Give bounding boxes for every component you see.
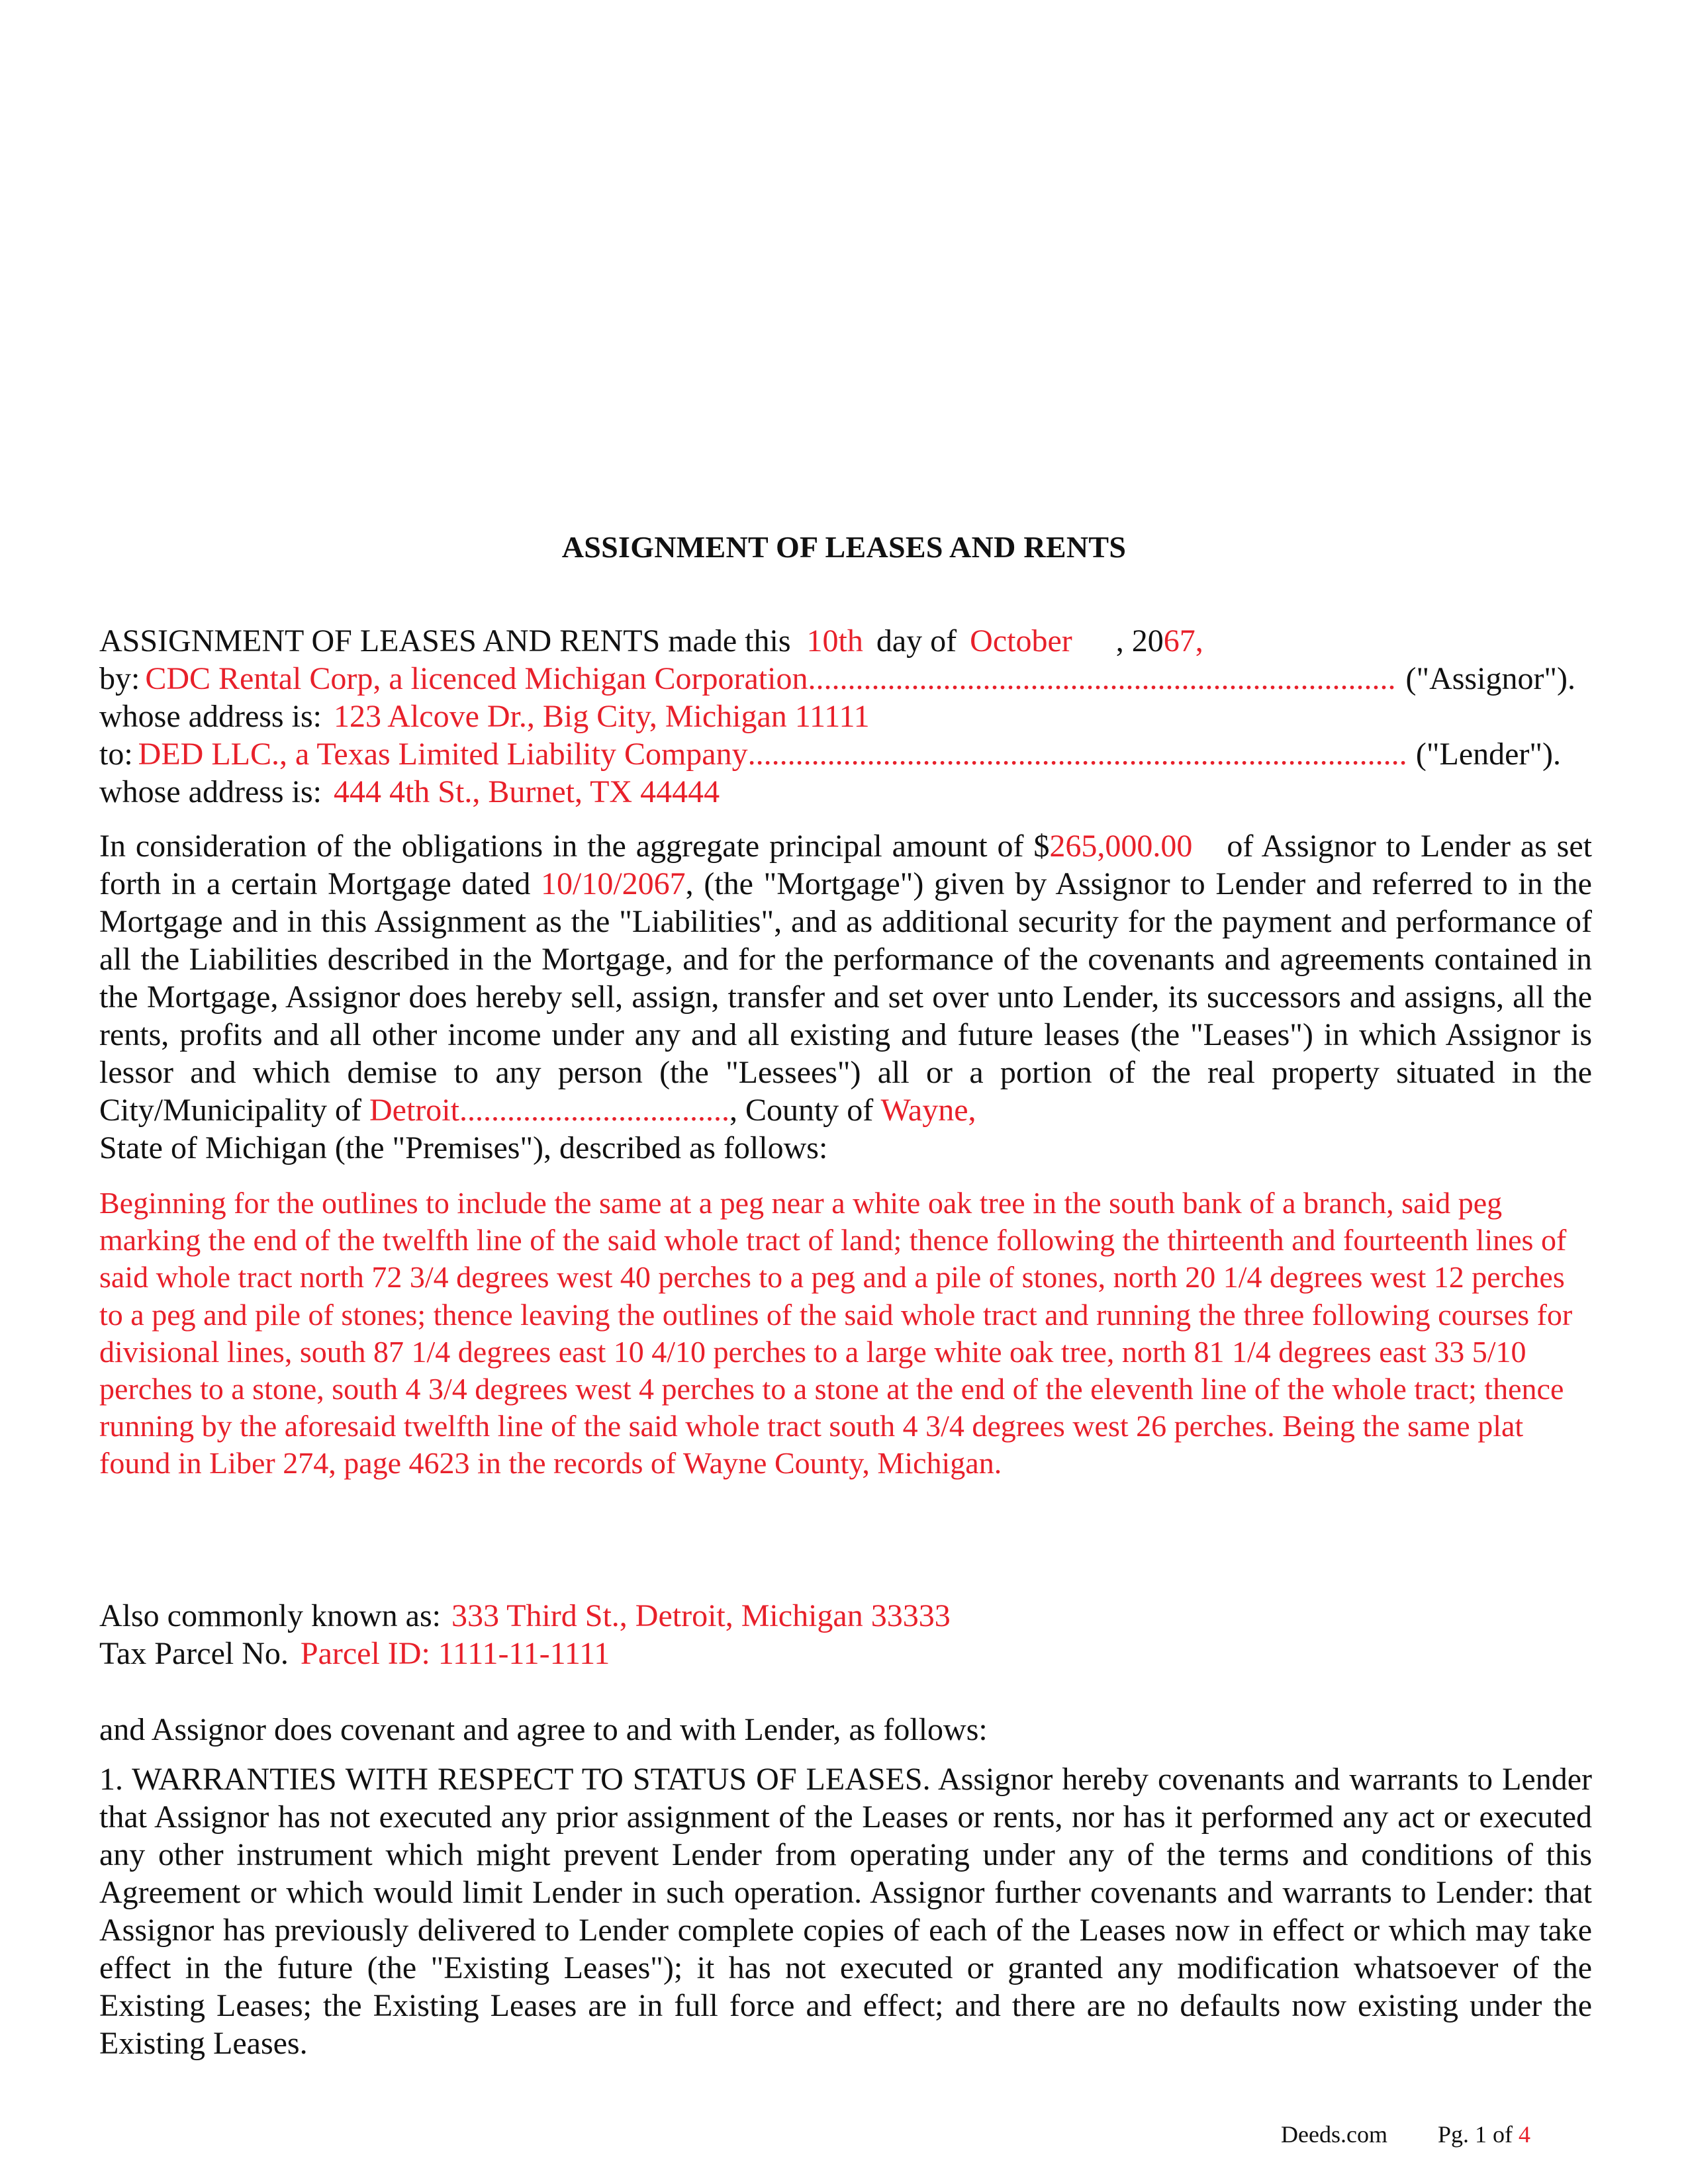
currency-symbol: $ xyxy=(1033,829,1050,864)
lender-address-line xyxy=(99,773,1589,811)
month-field[interactable]: October xyxy=(970,623,1072,659)
covenant-intro: and Assignor does covenant and agree to and with Lender, as follows: xyxy=(99,1712,988,1747)
footer-brand: Deeds.com xyxy=(1281,2121,1387,2148)
section-1-body: Assignor hereby covenants and warrants to Lender that Assignor has not executed any prior assignment of the Leases or rents, nor has it performed any act or executed any other instrument which might prevent Lender from operating under any of the terms and conditions of this Agreement or which would limit Lender in such operation. Assignor further covenants and warrants to Lender: that Assignor has previously delivered to Lender complete copies of each of the Leases now in effect or which may take effect in the future (the "Existing Leases"); it has not executed or granted any modification whatsoever of the Existing Leases; the Existing Leases are in full force and effect; and there are no defaults now existing under the Existing Leases. xyxy=(99,1762,1592,2061)
page-title: ASSIGNMENT OF LEASES AND RENTS xyxy=(561,530,1127,564)
tax-parcel-field[interactable]: Parcel ID: 1111-11-1111 xyxy=(300,1636,610,1671)
footer-page-total: 4 xyxy=(1519,2121,1531,2148)
tax-parcel-line xyxy=(99,1635,1589,1672)
county-label: , County of xyxy=(729,1093,874,1128)
assignor-dot-leader xyxy=(808,660,1395,698)
lender-label: to: xyxy=(99,737,133,772)
mortgage-date-field[interactable]: 10/10/2067 xyxy=(541,866,686,901)
known-as-field[interactable]: 333 Third St., Detroit, Michigan 33333 xyxy=(451,1598,951,1633)
year-field[interactable]: 67, xyxy=(1163,623,1203,659)
intro-line xyxy=(99,622,1589,660)
section-1-heading: 1. WARRANTIES WITH RESPECT TO STATUS OF LEASES. xyxy=(99,1762,931,1797)
footer-page-number xyxy=(1438,2121,1530,2148)
legal-description-field[interactable]: Beginning for the outlines to include the same at a peg near a white oak tree in the south bank of a branch, said peg marking the end of the twelfth line of the said whole tract of land; thence following the thirteenth and fourteenth lines of said whole tract north 72 3/4 degrees west 40 perches to a peg and a pile of stones, north 20 1/4 degrees west 12 perches to a peg and pile of stones; thence leaving the outlines of the said whole tract and running the three following courses for divisional lines, south 87 1/4 degrees east 10 4/10 perches to a large white oak tree, north 81 1/4 degrees east 33 5/10 perches to a stone, south 4 3/4 degrees west 4 perches to a stone at the end of the eleventh line of the whole tract; thence running by the aforesaid twelfth line of the said whole tract south 4 3/4 degrees west 26 perches. Being the same plat found in Liber 274, page 4623 in the records of Wayne County, Michigan. xyxy=(99,1186,1573,1480)
tax-parcel-label: Tax Parcel No. xyxy=(99,1636,289,1671)
lender-dot-leader xyxy=(748,735,1405,773)
assignor-address-line xyxy=(99,698,1589,735)
city-field[interactable]: Detroit xyxy=(369,1093,459,1128)
lender-role: ("Lender"). xyxy=(1415,737,1561,772)
year-prefix: , 20 xyxy=(1115,623,1164,659)
lender-address-label: whose address is: xyxy=(99,774,322,809)
consideration-text-3: , (the "Mortgage") given by Assignor to Lender and referred to in the Mortgage and in this Assignment as the "Liabilities", and as additional security for the payment and performance of all the Liabilities described in the Mortgage, and for the performance of the covenants and agreements contained in the Mortgage, Assignor does hereby sell, assign, transfer and set over unto Lender, its successors and assigns, all the rents, profits and all other income under any and all existing and future leases (the "Leases") in which Assignor is lessor and which demise to any person (the "Lessees") all or a portion of the real property situated in the City/Municipality of xyxy=(99,866,1592,1128)
county-field[interactable]: Wayne, xyxy=(880,1093,976,1128)
amount-field[interactable]: 265,000.00 xyxy=(1049,829,1193,864)
lender-address-field[interactable]: 444 4th St., Burnet, TX 44444 xyxy=(333,774,720,809)
assignor-address-field[interactable]: 123 Alcove Dr., Big City, Michigan 11111 xyxy=(333,699,870,734)
city-dot-leader: .................................. xyxy=(459,1093,729,1128)
consideration-text-1: In consideration of the obligations in the aggregate principal amount of xyxy=(99,829,1024,864)
section-1 xyxy=(99,1760,1592,2062)
day-of-label: day of xyxy=(876,623,957,659)
consideration-text-2: of Assignor to Lender as set forth in a certain Mortgage dated xyxy=(99,829,1593,901)
assignor-line xyxy=(99,660,1575,698)
assignor-label: by: xyxy=(99,661,140,696)
consideration-paragraph xyxy=(99,827,1592,1167)
day-field[interactable]: 10th xyxy=(806,623,863,659)
intro-lead: ASSIGNMENT OF LEASES AND RENTS made this xyxy=(99,623,791,659)
assignor-name-field[interactable]: CDC Rental Corp, a licenced Michigan Corporation xyxy=(145,661,808,696)
assignor-address-label: whose address is: xyxy=(99,699,322,734)
lender-line xyxy=(99,735,1561,773)
known-as-line xyxy=(99,1597,1589,1635)
assignor-role: ("Assignor"). xyxy=(1405,661,1575,696)
consideration-text-4: State of Michigan (the "Premises"), described as follows: xyxy=(99,1130,828,1165)
lender-name-field[interactable]: DED LLC., a Texas Limited Liability Company xyxy=(138,737,748,772)
known-as-label: Also commonly known as: xyxy=(99,1598,441,1633)
footer-page-prefix: Pg. 1 of xyxy=(1438,2121,1513,2148)
